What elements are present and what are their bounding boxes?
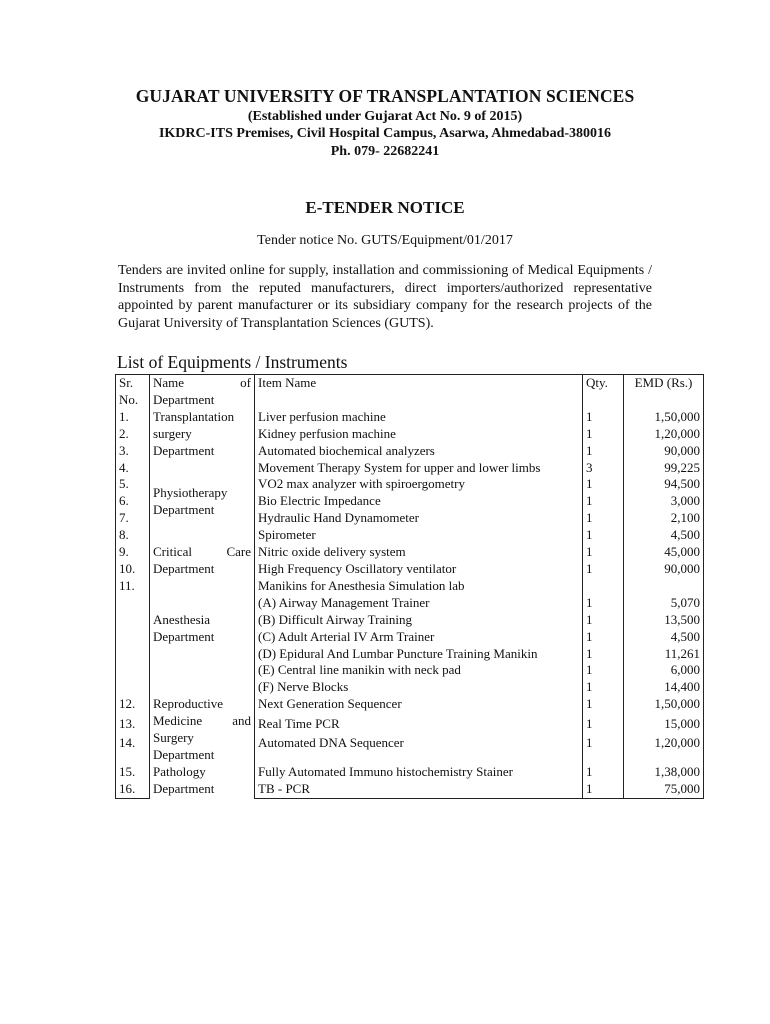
university-name: GUJARAT UNIVERSITY OF TRANSPLANTATION SCIENCES xyxy=(135,86,635,106)
table-row: (A) Airway Management Trainer 1 5,070 xyxy=(116,595,704,612)
col-header-department: Name of Department xyxy=(150,375,255,409)
establishment-line: (Established under Gujarat Act No. 9 of 2015) xyxy=(247,109,523,124)
table-row: 3. Automated biochemical analyzers 1 90,000 xyxy=(116,443,704,460)
col-header-qty: Qty. xyxy=(583,375,624,409)
col-header-item: Item Name xyxy=(255,375,583,409)
table-row: 7. Hydraulic Hand Dynamometer 1 2,100 xyxy=(116,510,704,527)
table-row: 10. High Frequency Oscillatory ventilator 1 90,000 xyxy=(116,561,704,578)
table-row: 5. VO2 max analyzer with spiroergometry 1 94,500 xyxy=(116,476,704,493)
dept-transplantation: Transplantation surgery Department xyxy=(150,409,255,460)
table-row: 8. Spirometer 1 4,500 xyxy=(116,527,704,544)
equipment-table xyxy=(115,374,704,799)
table-header-row xyxy=(116,375,704,409)
notice-body: Tenders are invited online for supply, installation and commissioning of Medical Equipments / Instruments from the reputed manufacturers, direct importers/authorized representative appointed by parent manufacturer or its subsidiary company for the research projects of the Gujarat University of Transplantation Sciences (GUTS). xyxy=(118,263,652,331)
table-row: 1. Transplantation surgery Department Liver perfusion machine 1 1,50,000 xyxy=(116,409,704,426)
table-row: (F) Nerve Blocks 1 14,400 xyxy=(116,679,704,696)
table-row: (B) Difficult Airway Training 1 13,500 xyxy=(116,612,704,629)
list-heading: List of Equipments / Instruments xyxy=(117,352,348,372)
table-row: 6. Bio Electric Impedance 1 3,000 xyxy=(116,493,704,510)
table-row: (D) Epidural And Lumbar Puncture Training Manikin 1 11,261 xyxy=(116,646,704,663)
dept-reproductive: Reproductive Medicine and Surgery Department xyxy=(150,696,255,764)
notice-title: E-TENDER NOTICE xyxy=(305,198,465,217)
dept-anesthesia: Anesthesia Department xyxy=(150,578,255,696)
col-header-sr: Sr. No. xyxy=(116,375,150,409)
table-row: 11. Anesthesia Department Manikins for Anesthesia Simulation lab xyxy=(116,578,704,595)
table-row: (E) Central line manikin with neck pad 1 6,000 xyxy=(116,662,704,679)
table-row: 12. Reproductive Medicine and Surgery Department Next Generation Sequencer 1 1,50,000 xyxy=(116,696,704,716)
dept-critical-care: Critical Care Department xyxy=(150,544,255,578)
table-row: 9. Critical Care Department Nitric oxide delivery system 1 45,000 xyxy=(116,544,704,561)
table-row: (C) Adult Arterial IV Arm Trainer 1 4,500 xyxy=(116,629,704,646)
phone-line: Ph. 079- 22682241 xyxy=(330,144,440,159)
table-row: 16. TB - PCR 1 75,000 xyxy=(116,781,704,798)
dept-physiotherapy: Physiotherapy Department xyxy=(150,460,255,545)
col-header-emd: EMD (Rs.) xyxy=(624,375,704,409)
table-row: 2. Kidney perfusion machine 1 1,20,000 xyxy=(116,426,704,443)
tender-number: Tender notice No. GUTS/Equipment/01/2017 xyxy=(257,233,513,248)
table-row: 13. Real Time PCR 1 15,000 xyxy=(116,716,704,736)
address-line: IKDRC-ITS Premises, Civil Hospital Campus, Asarwa, Ahmedabad-380016 xyxy=(158,126,612,141)
table-row: 14. Automated DNA Sequencer 1 1,20,000 xyxy=(116,735,704,755)
table-row: 4. Physiotherapy Department Movement Therapy System for upper and lower limbs 3 99,225 xyxy=(116,460,704,477)
table-row: 15. Pathology Department Fully Automated Immuno histochemistry Stainer 1 1,38,000 xyxy=(116,764,704,781)
dept-pathology: Pathology Department xyxy=(150,764,255,798)
